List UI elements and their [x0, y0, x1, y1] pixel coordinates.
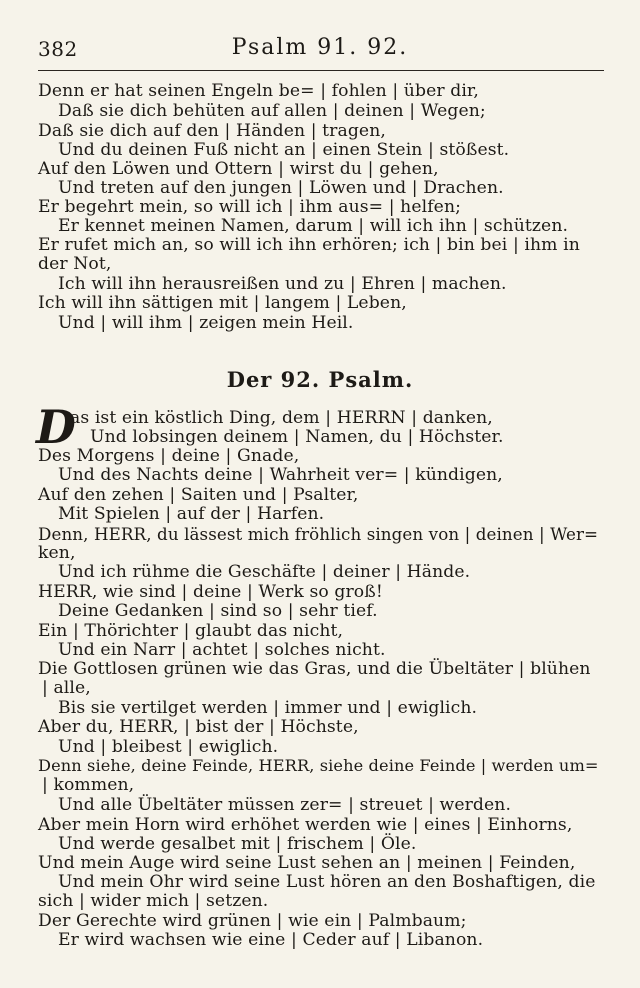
page-number: 382	[38, 37, 78, 61]
verse-line: Denn siehe, deine Feinde, HERR, siehe deine Feinde | werden um=	[38, 756, 599, 775]
verse-line: Des Morgens | deine | Gnade,	[38, 446, 300, 466]
verse-line: Und ein Narr | achtet | solches nicht.	[58, 640, 386, 660]
verse-line: Mit Spielen | auf der | Harfen.	[58, 504, 325, 524]
running-title: Psalm 91. 92.	[231, 35, 409, 60]
verse-line: Daß sie dich behüten auf allen | deinen | Wegen;	[58, 101, 486, 121]
verse-line: Aber du, HERR, | bist der | Höchste,	[38, 717, 359, 737]
verse-line: Er rufet mich an, so will ich ihn erhören; ich | bin bei | ihm in	[38, 235, 580, 255]
verse-line: Der Gerechte wird grünen | wie ein | Palmbaum;	[38, 911, 467, 931]
verse-line: Aber mein Horn wird erhöhet werden wie | eines | Einhorns,	[38, 815, 573, 835]
verse-line: Und | will ihm | zeigen mein Heil.	[58, 313, 354, 333]
verse-line: Und alle Übeltäter müssen zer= | streuet | werden.	[58, 795, 512, 815]
page-header	[0, 0, 640, 74]
drop-cap: D	[36, 400, 76, 454]
verse-line: Ein | Thörichter | glaubt das nicht,	[38, 621, 344, 641]
verse-line: sich | wider mich | setzen.	[38, 891, 269, 911]
verse-line: Und ich rühme die Geschäfte | deiner | Hände.	[58, 562, 471, 582]
verse-line: Auf den zehen | Saiten und | Psalter,	[38, 485, 359, 505]
verse-line: Er wird wachsen wie eine | Ceder auf | Libanon.	[58, 930, 484, 950]
verse-line: Und lobsingen deinem | Namen, du | Höchster.	[90, 427, 504, 447]
verse-line: der Not,	[38, 254, 112, 274]
verse-line: Ich will ihn herausreißen und zu | Ehren | machen.	[58, 274, 507, 294]
verse-line: Auf den Löwen und Ottern | wirst du | gehen,	[38, 159, 439, 179]
verse-line: Ich will ihn sättigen mit | langem | Leben,	[38, 293, 407, 313]
verse-line: Er kennet meinen Namen, darum | will ich ihn | schützen.	[58, 216, 569, 236]
verse-line: Und mein Auge wird seine Lust sehen an | meinen | Feinden,	[38, 853, 576, 873]
verse-line: Daß sie dich auf den | Händen | tragen,	[38, 121, 386, 141]
verse-line: Und du deinen Fuß nicht an | einen Stein | stößest.	[58, 140, 510, 160]
verse-line: ken,	[38, 543, 76, 563]
verse-line: Und | bleibest | ewiglich.	[58, 737, 279, 757]
verse-line: Und treten auf den jungen | Löwen und | Drachen.	[58, 178, 504, 198]
verse-line: Die Gottlosen grünen wie das Gras, und die Übeltäter | blühen	[38, 659, 591, 679]
header-rule	[38, 70, 604, 71]
verse-line: HERR, wie sind | deine | Werk so groß!	[38, 582, 383, 602]
verse-line: Und des Nachts deine | Wahrheit ver= | kündigen,	[58, 465, 503, 485]
verse-line: as ist ein köstlich Ding, dem | HERRN | danken,	[70, 408, 493, 428]
verse-line: Denn, HERR, du lässest mich fröhlich singen von | deinen | Wer=	[38, 524, 599, 544]
verse-line: Bis sie vertilget werden | immer und | ewiglich.	[58, 698, 478, 718]
verse-line: Er begehrt mein, so will ich | ihm aus= | helfen;	[38, 197, 462, 217]
verse-line: Denn er hat seinen Engeln be= | fohlen | über dir,	[38, 81, 479, 101]
verse-line: Und mein Ohr wird seine Lust hören an den Boshaftigen, die	[58, 872, 596, 892]
verse-line: Und werde gesalbet mit | frischem | Öle.	[58, 834, 417, 854]
psalm-heading: Der 92. Psalm.	[226, 367, 414, 392]
verse-line: Deine Gedanken | sind so | sehr tief.	[58, 601, 378, 621]
verse-line: | kommen,	[42, 775, 135, 795]
verse-line: | alle,	[42, 678, 91, 698]
